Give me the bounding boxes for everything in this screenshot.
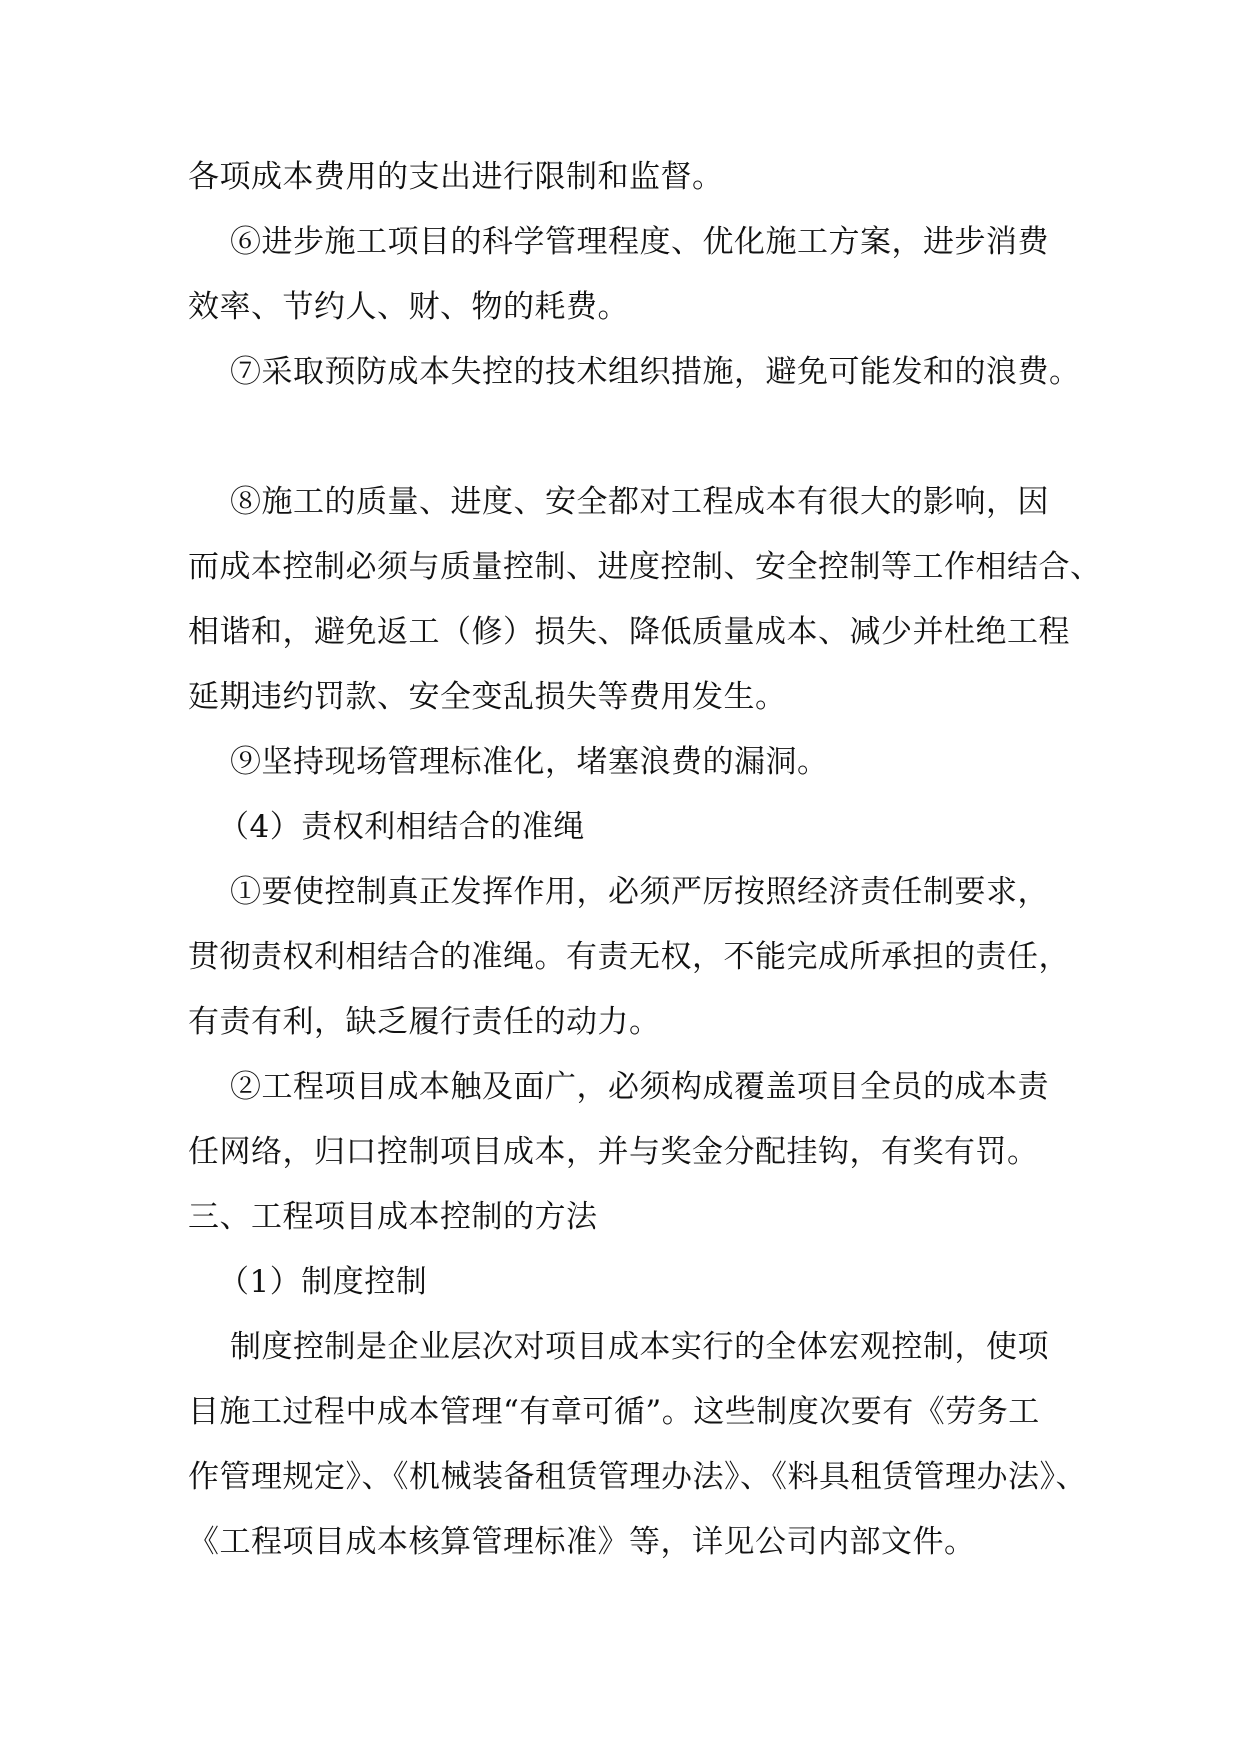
section-heading: 三、工程项目成本控制的方法 [188,1199,598,1235]
section-heading: （4）责权利相结合的准绳 [218,809,585,845]
text-line: 任网络，归口控制项目成本，并与奖金分配挂钩，有奖有罚。 [188,1134,1039,1170]
text-line: 《工程项目成本核算管理标准》等，详见公司内部文件。 [188,1524,976,1560]
text-line: 相谐和，避免返工（修）损失、降低质量成本、减少并杜绝工程 [188,614,1070,650]
text-line: ⑨坚持现场管理标准化，堵塞浪费的漏洞。 [230,744,829,780]
text-line: 制度控制是企业层次对项目成本实行的全体宏观控制，使项 [230,1329,1049,1365]
text-line: 目施工过程中成本管理“有章可循”。这些制度次要有《劳务工 [188,1394,1040,1430]
text-line: 有责有利，缺乏履行责任的动力。 [188,1004,661,1040]
text-line: ⑧施工的质量、进度、安全都对工程成本有很大的影响，因 [230,484,1049,520]
text-line: 各项成本费用的支出进行限制和监督。 [188,159,724,195]
text-line: 延期违约罚款、安全变乱损失等费用发生。 [188,679,787,715]
text-line: ①要使控制真正发挥作用，必须严厉按照经济责任制要求， [230,874,1049,910]
text-line: ⑦采取预防成本失控的技术组织措施，避免可能发和的浪费。 [230,354,1081,390]
text-line: 贯彻责权利相结合的准绳。有责无权，不能完成所承担的责任， [188,939,1070,975]
text-line: 而成本控制必须与质量控制、进度控制、安全控制等工作相结合、 [188,549,1102,585]
text-line: ②工程项目成本触及面广，必须构成覆盖项目全员的成本责 [230,1069,1049,1105]
text-line: ⑥进步施工项目的科学管理程度、优化施工方案，进步消费 [230,224,1049,260]
subsection-heading: （1）制度控制 [218,1264,428,1300]
text-line: 效率、节约人、财、物的耗费。 [188,289,629,325]
text-line: 作管理规定》、《机械装备租赁管理办法》、《料具租赁管理办法》、 [188,1459,1087,1495]
